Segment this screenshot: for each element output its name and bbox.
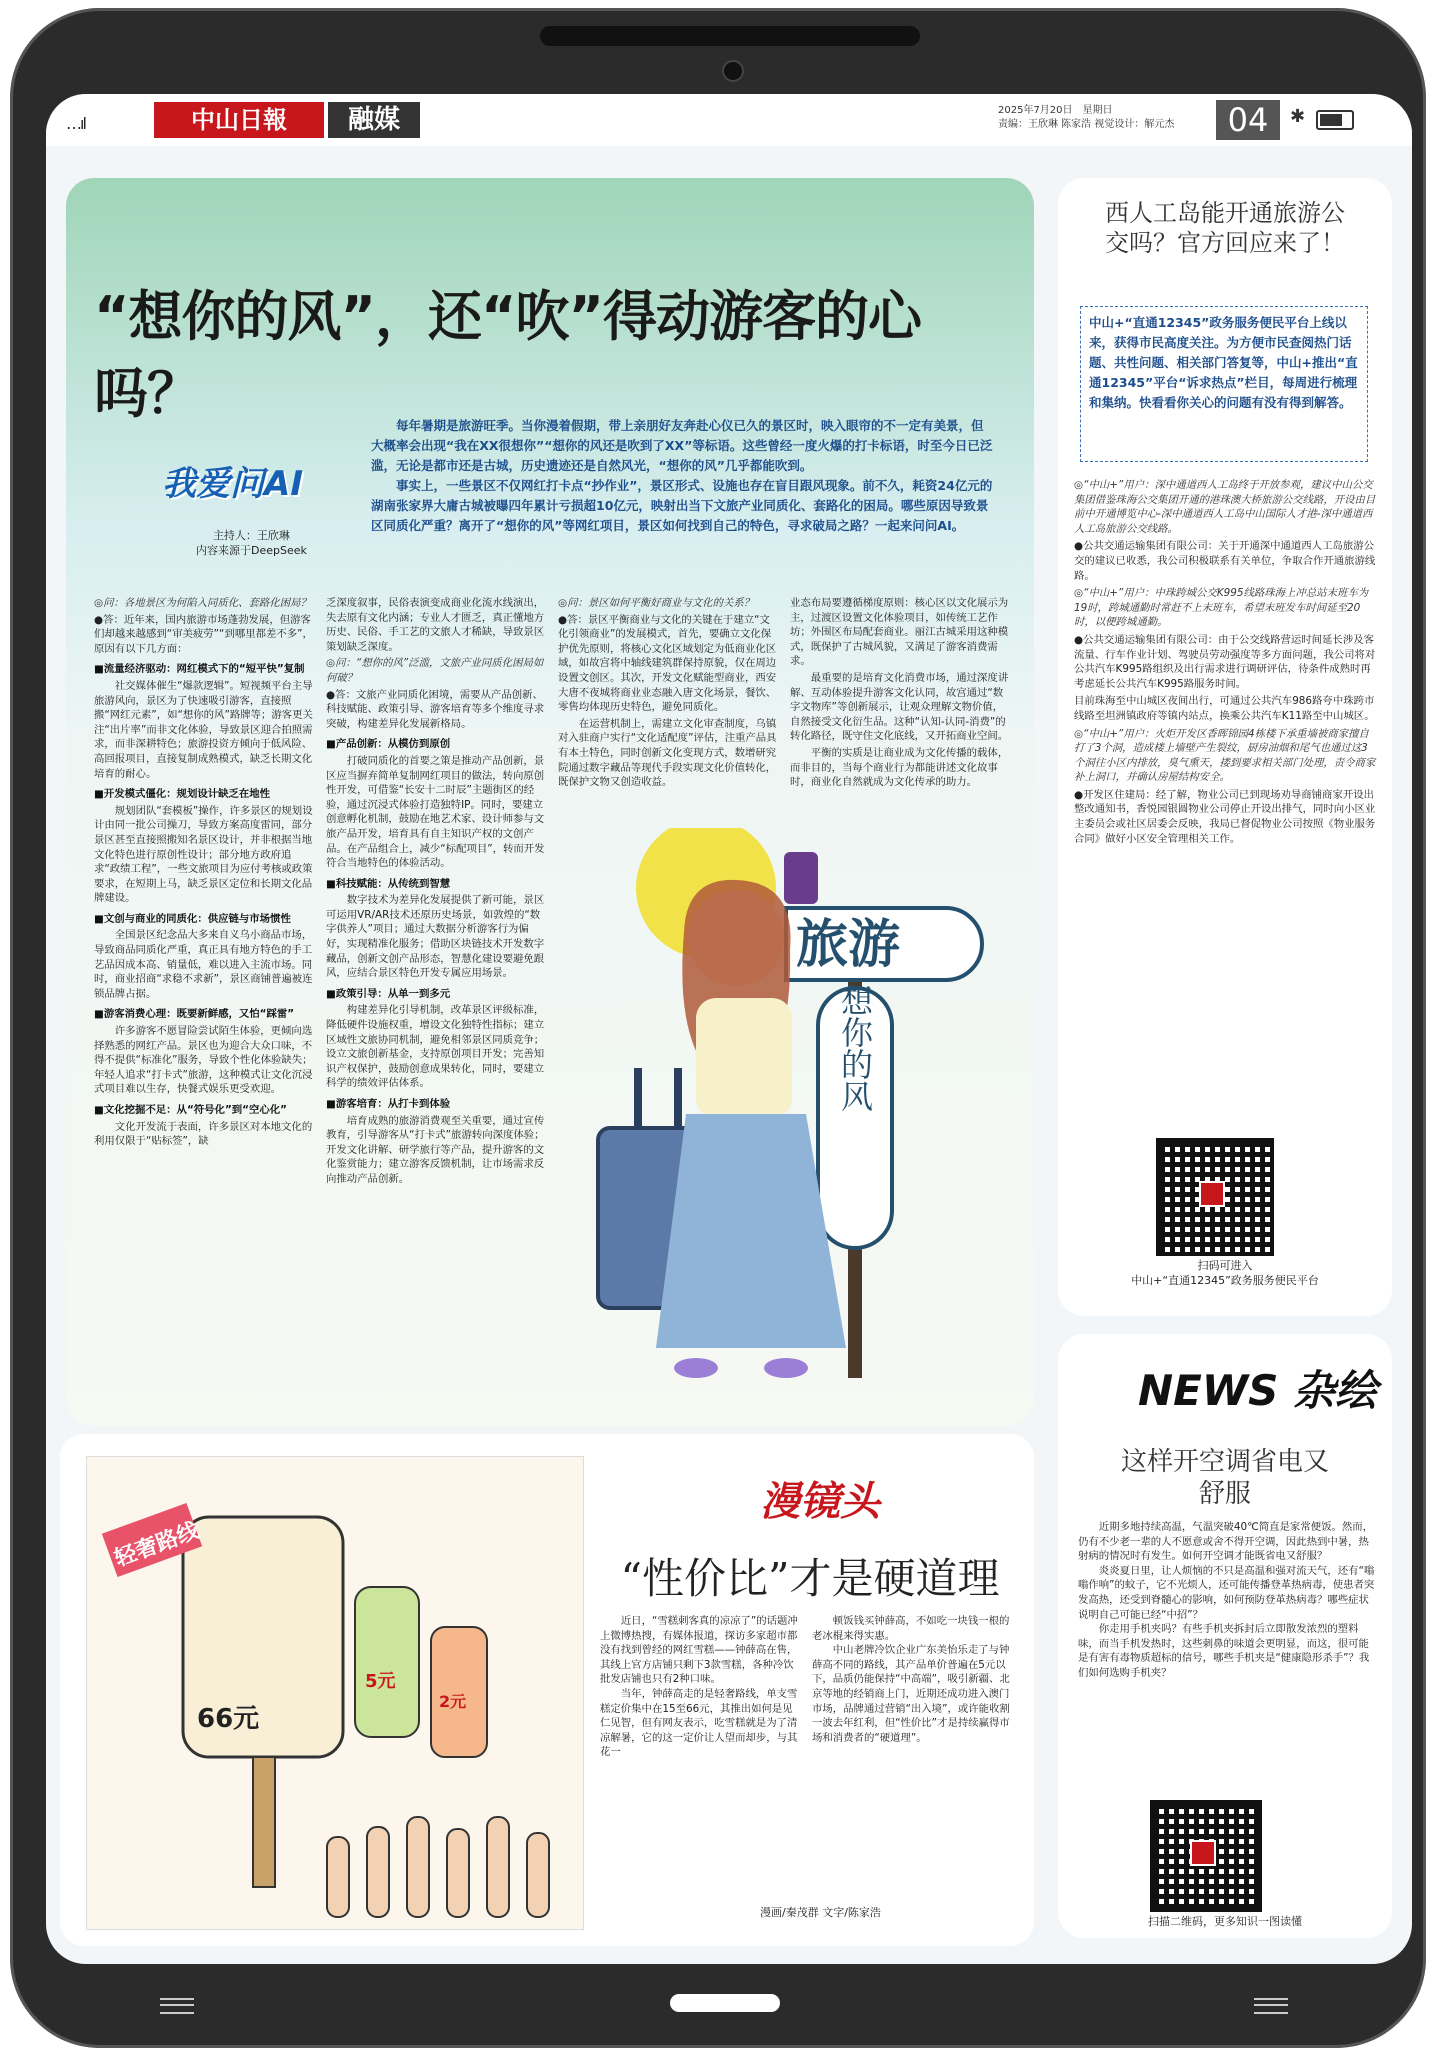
host-name: 主持人：王欣琳 <box>212 529 290 542</box>
paragraph: ●答：景区平衡商业与文化的关键在于建立“文化引领商业”的发展模式，首先，要确立文化保护优先原则，将核心文化区域划定为低商业化区域，如故宫将中轴线建筑群保持原貌，仅在周边设置文创区。其次，开发文化赋能型商业，西安大唐不夜城将商业业态融入唐文化场景，餐饮、零售均体现历史特色，避免同质化。 <box>558 613 777 714</box>
paragraph: 许多游客不愿冒险尝试陌生体验，更倾向选择熟悉的网红产品。景区也为迎合大众口味，不得不提供“标准化”服务，导致个性化体验缺失；年轻人追求“打卡式”旅游，这种模式让文化沉浸式项目难以生存，快餐式娱乐更受欢迎。 <box>94 1025 313 1096</box>
article-column-3 <box>558 596 780 792</box>
price-2: 2元 <box>439 1692 467 1711</box>
subheading: ■产品创新：从模仿到原创 <box>326 738 451 751</box>
tips-text <box>1078 1520 1376 1681</box>
tourist-illustration <box>586 828 1026 1388</box>
qr-caption: 扫描二维码，更多知识一图读懂 <box>1148 1915 1302 1928</box>
content-source: 内容来源于DeepSeek <box>196 544 307 557</box>
shoe-shape <box>674 1358 718 1378</box>
question: ◎“中山+”用户：火炬开发区香晖锦园4栋楼下承重墙被商家擅自打了3个洞，造成楼上墙壁产生裂纹，厨房油烟和尾气也通过这3个洞往小区内排放，臭气熏天，搂到要求相关部门处理，责令商家补上洞口，并确认房屋结构安全。 <box>1074 727 1376 784</box>
date-line: 2025年7月20日 星期日 <box>998 105 1113 116</box>
qr-caption <box>1058 1258 1392 1288</box>
paragraph: 文化开发流于表面，许多景区对本地文化的利用仅限于“贴标签”，缺 <box>94 1120 313 1148</box>
tablet-frame <box>10 8 1426 2048</box>
ice-cream-cartoon <box>86 1456 584 1930</box>
paragraph: 目前珠海至中山城区夜间出行，可通过公共汽车986路夸中珠跨市线路至坦洲镇政府等镇内站点，换乘公共汽车K11路至中山城区。 <box>1074 695 1375 722</box>
paragraph: 打破同质化的首要之策是推动产品创新，景区应当摒弃简单复制网红项目的做法，转向原创性开发，可借鉴“长安十二时辰”主题街区的经验，通过沉浸式体验打造独特IP。同时，要建立创意孵化机制，鼓励在地艺术家、设计师参与文旅产品开发，培育具有自主知识产权的文创产品。在产品组合上，减少“标配项目”，转而开发符合当地特色的体验活动。 <box>326 754 545 870</box>
paragraph: ●答：近年来，国内旅游市场蓬勃发展，但游客们却越来越感到“审美疲劳”“到哪里都差不多”，原因有以下几方面： <box>94 613 313 655</box>
hotline-panel <box>1058 178 1392 1316</box>
article-headline: “想你的风”，还“吹”得动游客的心吗？ <box>94 285 921 425</box>
question: ◎问：各地景区为何陷入同质化、套路化困局？ <box>94 597 311 609</box>
paragraph: 最重要的是培育文化消费市场，通过深度讲解、互动体验提升游客文化认同，故宫通过“数字文物库”等创新展示，让观众理解文物价值，自然接受文化衍生品。这种“认知-认同-消费”的转化路径，既守住文化底线，又开拓商业空间。 <box>790 671 1009 743</box>
cheap-ice-cream-green <box>355 1587 419 1737</box>
subheading: ■开发模式僵化：规划设计缺乏在地性 <box>94 788 271 801</box>
paragraph: 社交媒体催生“爆款逻辑”。短视频平台主导旅游风向，景区为了快速吸引游客，直接照搬“网红元素”，如“想你的风”路牌等；游客更关注“出片率”而非文化体验，导致景区迎合拍照需求，而非深耕特色；旅游投资方倾向于低风险、高回报项目，直接复制成熟模式，缺乏长期文化培育的耐心。 <box>94 679 313 780</box>
paragraph: ●公共交通运输集团有限公司：由于公交线路营运时间延长涉及客流量、行车作业计划、驾驶员劳动强度等多方面问题，我公司将对公共汽车K995路组织及出行需求进行调研评估，待条件成熟时再考虑延长公共汽车K995路服务时间。 <box>1074 633 1376 690</box>
menu-icon[interactable] <box>1254 1998 1288 2014</box>
tips-paragraph: 炎炎夏日里，让人烦恼的不只是高温和强对流天气，还有“嗡嗡作响”的蚊子，它不光烦人，还可能传播登革热病毒，使患者突发高热，还受到脊髓心的影响，如何预防登革热病毒？哪些症状说明自己可能已经“中招”？ <box>1078 1564 1375 1621</box>
paragraph: 构建差异化引导机制，改革景区评级标准，降低硬件设施权重，增设文化独特性指标；建立区域性文旅协同机制，避免相邻景区同质竞争；设立文旅创新基金，支持原创项目开发；完善知识产权保护，鼓励创意成果转化，同时，要建立科学的绩效评估体系。 <box>326 1004 545 1090</box>
shoe-shape <box>764 1358 808 1378</box>
price-5: 5元 <box>365 1671 396 1692</box>
subheading: ■文化挖掘不足：从“符号化”到“空心化” <box>94 1104 287 1116</box>
subheading: ■游客消费心理：既要新鲜感，又怕“踩雷” <box>94 1008 295 1021</box>
tips-panel <box>1058 1334 1392 1938</box>
editor-line: 责编：王欣琳 陈家浩 视觉设计：解元杰 <box>998 119 1175 130</box>
menu-icon[interactable] <box>160 1998 194 2014</box>
cartoon-paragraph: 近日，“雪糕刺客真的凉凉了”的话题冲上微博热搜，有媒体报道，探访多家超市都没有找到曾经的网红雪糕——钟薛高在售，其线上官方店铺只剩下3款雪糕，各种冷饮批发店铺也只有2种口味。 <box>600 1615 798 1686</box>
editorial-cartoon-panel <box>60 1434 1034 1946</box>
subheading: ■游客培育：从打卡到体验 <box>326 1098 451 1110</box>
camera-icon <box>722 60 744 82</box>
phone-shape <box>784 852 818 904</box>
intro-paragraph: 每年暑期是旅游旺季。当你漫着假期，带上亲朋好友奔赴心仪已久的景区时，映入眼帘的不一定有美景，但大概率会出现“我在XX很想你”“想你的风还是吹到了XX”等标语。这些曾经一度火爆的打卡标语，时至今日已泛滥，无论是都市还是古城，历史遗迹还是自然风光，“想你的风”几乎都能吹到。 <box>371 418 993 473</box>
paragraph: ●开发区住建局：经了解，物业公司已到现场劝导商铺商家开设出整改通知书，香悦园银圆物业公司停止开设出排气，同时向小区业主委员会或社区居委会反映，我局已督促物业公司按照《物业服务合同》做好小区安全管理相关工作。 <box>1074 788 1376 845</box>
section-label: 融媒 <box>328 102 420 138</box>
paragraph: 平衡的实质是让商业成为文化传播的载体，而非目的，当每个商业行为都能讲述文化故事时，商业化自然就成为文化传承的助力。 <box>790 746 1009 789</box>
cartoon-sign-text: 轻奢路线 <box>111 1518 203 1572</box>
cartoon-title: “性价比”才是硬道理 <box>620 1554 1000 1603</box>
paragraph: 培育成熟的旅游消费观至关重要，通过宣传教育，引导游客从“打卡式”旅游转向深度体验；开发文化讲解、研学旅行等产品，提升游客的文化鉴赏能力；建立游客反馈机制，让市场需求反向推动产品创新。 <box>326 1114 545 1185</box>
subheading: ■政策引导：从单一到多元 <box>326 987 451 1000</box>
masthead-logo: 中山日報 <box>154 102 324 138</box>
girl-shirt <box>696 998 792 1118</box>
article-column-1 <box>94 596 316 1151</box>
cartoon-text-col-2 <box>812 1614 1012 1745</box>
sign-big-text: 旅游 <box>796 915 901 975</box>
ai-column-badge: 我爱问AI <box>162 464 303 504</box>
suitcase-handle <box>634 1068 642 1130</box>
paragraph: ●公共交通运输集团有限公司：关于开通深中通道西人工岛旅游公交的建议已收悉，我公司积极联系有关单位，争取合作开通旅游线路。 <box>1074 540 1376 582</box>
article-intro <box>371 416 993 536</box>
question: ◎“中山+”用户：深中通道西人工岛终于开放参观，建议中山公交集团借鉴珠海公交集团开通的港珠澳大桥旅游公交线路，开设由目前中开通博览中心-深中通道西人工岛中山国际人才港-深中通道西人工岛旅游公交线路。 <box>1074 479 1376 535</box>
page-number: 04 <box>1216 100 1280 140</box>
main-article <box>66 178 1034 1426</box>
home-indicator[interactable] <box>670 1994 780 2012</box>
cartoon-column-badge: 漫镜头 <box>760 1479 880 1525</box>
hotline-title: 西人工岛能开通旅游公交吗？官方回应来了！ <box>1105 199 1345 257</box>
cartoon-paragraph: 顿饭钱买钟薛高，不如吃一块钱一根的老冰棍来得实惠。 <box>812 1615 1010 1642</box>
qr-caption-line: 中山+“直通12345”政务服务便民平台 <box>1131 1274 1319 1287</box>
paragraph: 数字技术为差异化发展提供了新可能，景区可运用VR/AR技术还原历史场景，如敦煌的“数字供养人”项目；通过大数据分析游客行为偏好，实现精准化服务；借助区块链技术开发数字藏品，创新文创产品形态，智慧化建设要避免跟风，应结合景区特色开发专属应用场景。 <box>326 894 545 980</box>
question: ◎问：景区如何平衡好商业与文化的关系？ <box>558 597 755 609</box>
battery-icon <box>1316 110 1354 130</box>
paragraph: ●答：文旅产业同质化困境，需要从产品创新、科技赋能、政策引导、游客培育等多个维度寻求突破，构建差异化发展新格局。 <box>326 688 545 730</box>
signal-icon: …ıl <box>66 114 85 133</box>
paragraph: 乏深度叙事，民俗表演变成商业化流水线演出，失去原有文化内涵；专业人才匮乏，真正懂地方历史、民俗、手工艺的文旅人才稀缺，导致景区策划缺乏深度。 <box>326 597 545 653</box>
hotline-qa-list <box>1074 478 1378 849</box>
subheading: ■文创与商业的同质化：供应链与市场惯性 <box>94 912 291 925</box>
sign-small-text: 想你的风 <box>836 984 874 1112</box>
tips-paragraph: 你走用手机夹吗？有些手机夹拆封后立即散发浓烈的塑料味，而当手机发热时，这些刺鼻的味道会更明显，而这，很可能是有害有毒物质超标的信号，哪些手机夹是“健康隐形杀手”？我们如何选购手机夹？ <box>1078 1623 1370 1679</box>
paragraph: 规划团队“套模板”操作，许多景区的规划设计由同一批公司操刀，导致方案高度雷同，部分景区甚至直接照搬知名景区设计，并非根据当地文化特色进行原创性设计；部分地方政府追求“政绩工程”，一些文旅项目为应付考核或政策要求，在短期上马，缺乏景区定位和长期文化品牌建设。 <box>94 804 313 905</box>
byline <box>196 528 307 558</box>
qr-caption-line: 扫码可进入 <box>1197 1259 1253 1272</box>
subheading: ■流量经济驱动：网红模式下的“短平快”复制 <box>94 663 305 676</box>
paragraph: 业态布局要遵循梯度原则：核心区以文化展示为主，过渡区设置文化体验项目，如传统工艺作坊；外围区布局配套商业。丽江古城采用这种模式，既保护了古城风貌，又满足了游客消费需求。 <box>790 597 1009 668</box>
ice-cream-stick <box>253 1757 275 1887</box>
tips-paragraph: 近期多地持续高温，气温突破40℃简直是家常便饭。然而，仍有不少老一辈的人不愿意或舍不得开空调，因此热到中暑，热射病的情况时有发生。如何开空调才能既省电又舒服？ <box>1078 1521 1374 1563</box>
price-66: 66元 <box>197 1704 260 1734</box>
header-meta <box>998 104 1174 132</box>
paragraph: 全国景区纪念品大多来自义乌小商品市场，导致商品同质化严重，真正具有地方特色的手工艺品因成本高、销量低，难以进入主流市场。同时，商业招商“求稳不求新”，景区商铺普遍被连锁品牌占据。 <box>94 929 313 1000</box>
bluetooth-icon: ✱ <box>1290 106 1306 127</box>
news-badge: NEWS 杂绘 <box>1138 1366 1378 1415</box>
cartoon-text-col-1 <box>600 1614 800 1760</box>
page-header <box>46 94 1412 146</box>
article-column-4 <box>790 596 1012 792</box>
cartoon-paragraph: 当年，钟薛高走的是轻奢路线，单支雪糕定价集中在15至66元，其推出如何是见仁见智，但有网友表示，吃雪糕就是为了清凉解暑，它的这一定价让人望而却步，与其花一 <box>600 1687 798 1759</box>
screen <box>46 94 1412 1964</box>
intro-paragraph: 事实上，一些景区不仅网红打卡点“抄作业”，景区形式、设施也存在盲目跟风现象。前不久，耗资24亿元的湖南张家界大庸古城被曝四年累计亏损超10亿元，映射出当下文旅产业同质化、套路化的困局。哪些原因导致景区同质化严重？离开了“想你的风”等网红项目，景区如何找到自己的特色，寻求破局之路？一起来问问AI。 <box>371 478 993 533</box>
cartoon-credit: 漫画/秦茂群 文字/陈家浩 <box>760 1906 881 1919</box>
suitcase-handle <box>674 1068 682 1130</box>
article-column-2 <box>326 596 548 1189</box>
question: ◎问：“想你的风”泛滥，文旅产业同质化困局如何破？ <box>326 657 544 684</box>
cartoon-paragraph: 中山老牌冷饮企业广东美怡乐走了与钟薛高不同的路线，其产品单价普遍在5元以下，品质仍能保持“中高端”，吸引新疆、北京等地的经销商上门，近期还成功进入澳门市场，品牌通过营销“出入境”，或许能收割一波去年红利，但“性价比”才是持续赢得市场和消费者的“硬道理”。 <box>812 1644 1010 1744</box>
question: ◎“中山+”用户：中珠跨城公交K995线路珠海上冲总站末班车为19时，跨城通勤时常赶不上末班车，希望末班发车时间延至20时，以便跨城通勤。 <box>1074 587 1369 629</box>
paragraph: 在运营机制上，需建立文化审查制度，乌镇对入驻商户实行“文化适配度”评估，注重产品具有本土特色，同时创新文化变现方式，数增研究院通过数字藏品等现代手段实现文化价值转化，既保护文物又创造收益。 <box>558 717 777 789</box>
hotline-intro: 中山+“直通12345”政务服务便民平台上线以来，获得市民高度关注。为方便市民查阅热门话题、共性问题、相关部门答复等，中山+推出“直通12345”平台“诉求热点”栏目，每周进行梳理和集纳。快看看你关心的问题有没有得到解答。 <box>1080 306 1368 462</box>
subheading: ■科技赋能：从传统到智慧 <box>326 877 451 890</box>
qr-logo-icon <box>1199 1181 1225 1207</box>
speaker-notch <box>540 26 920 46</box>
qr-logo-icon <box>1190 1840 1216 1866</box>
tips-title: 这样开空调省电又舒服 <box>1120 1447 1329 1509</box>
